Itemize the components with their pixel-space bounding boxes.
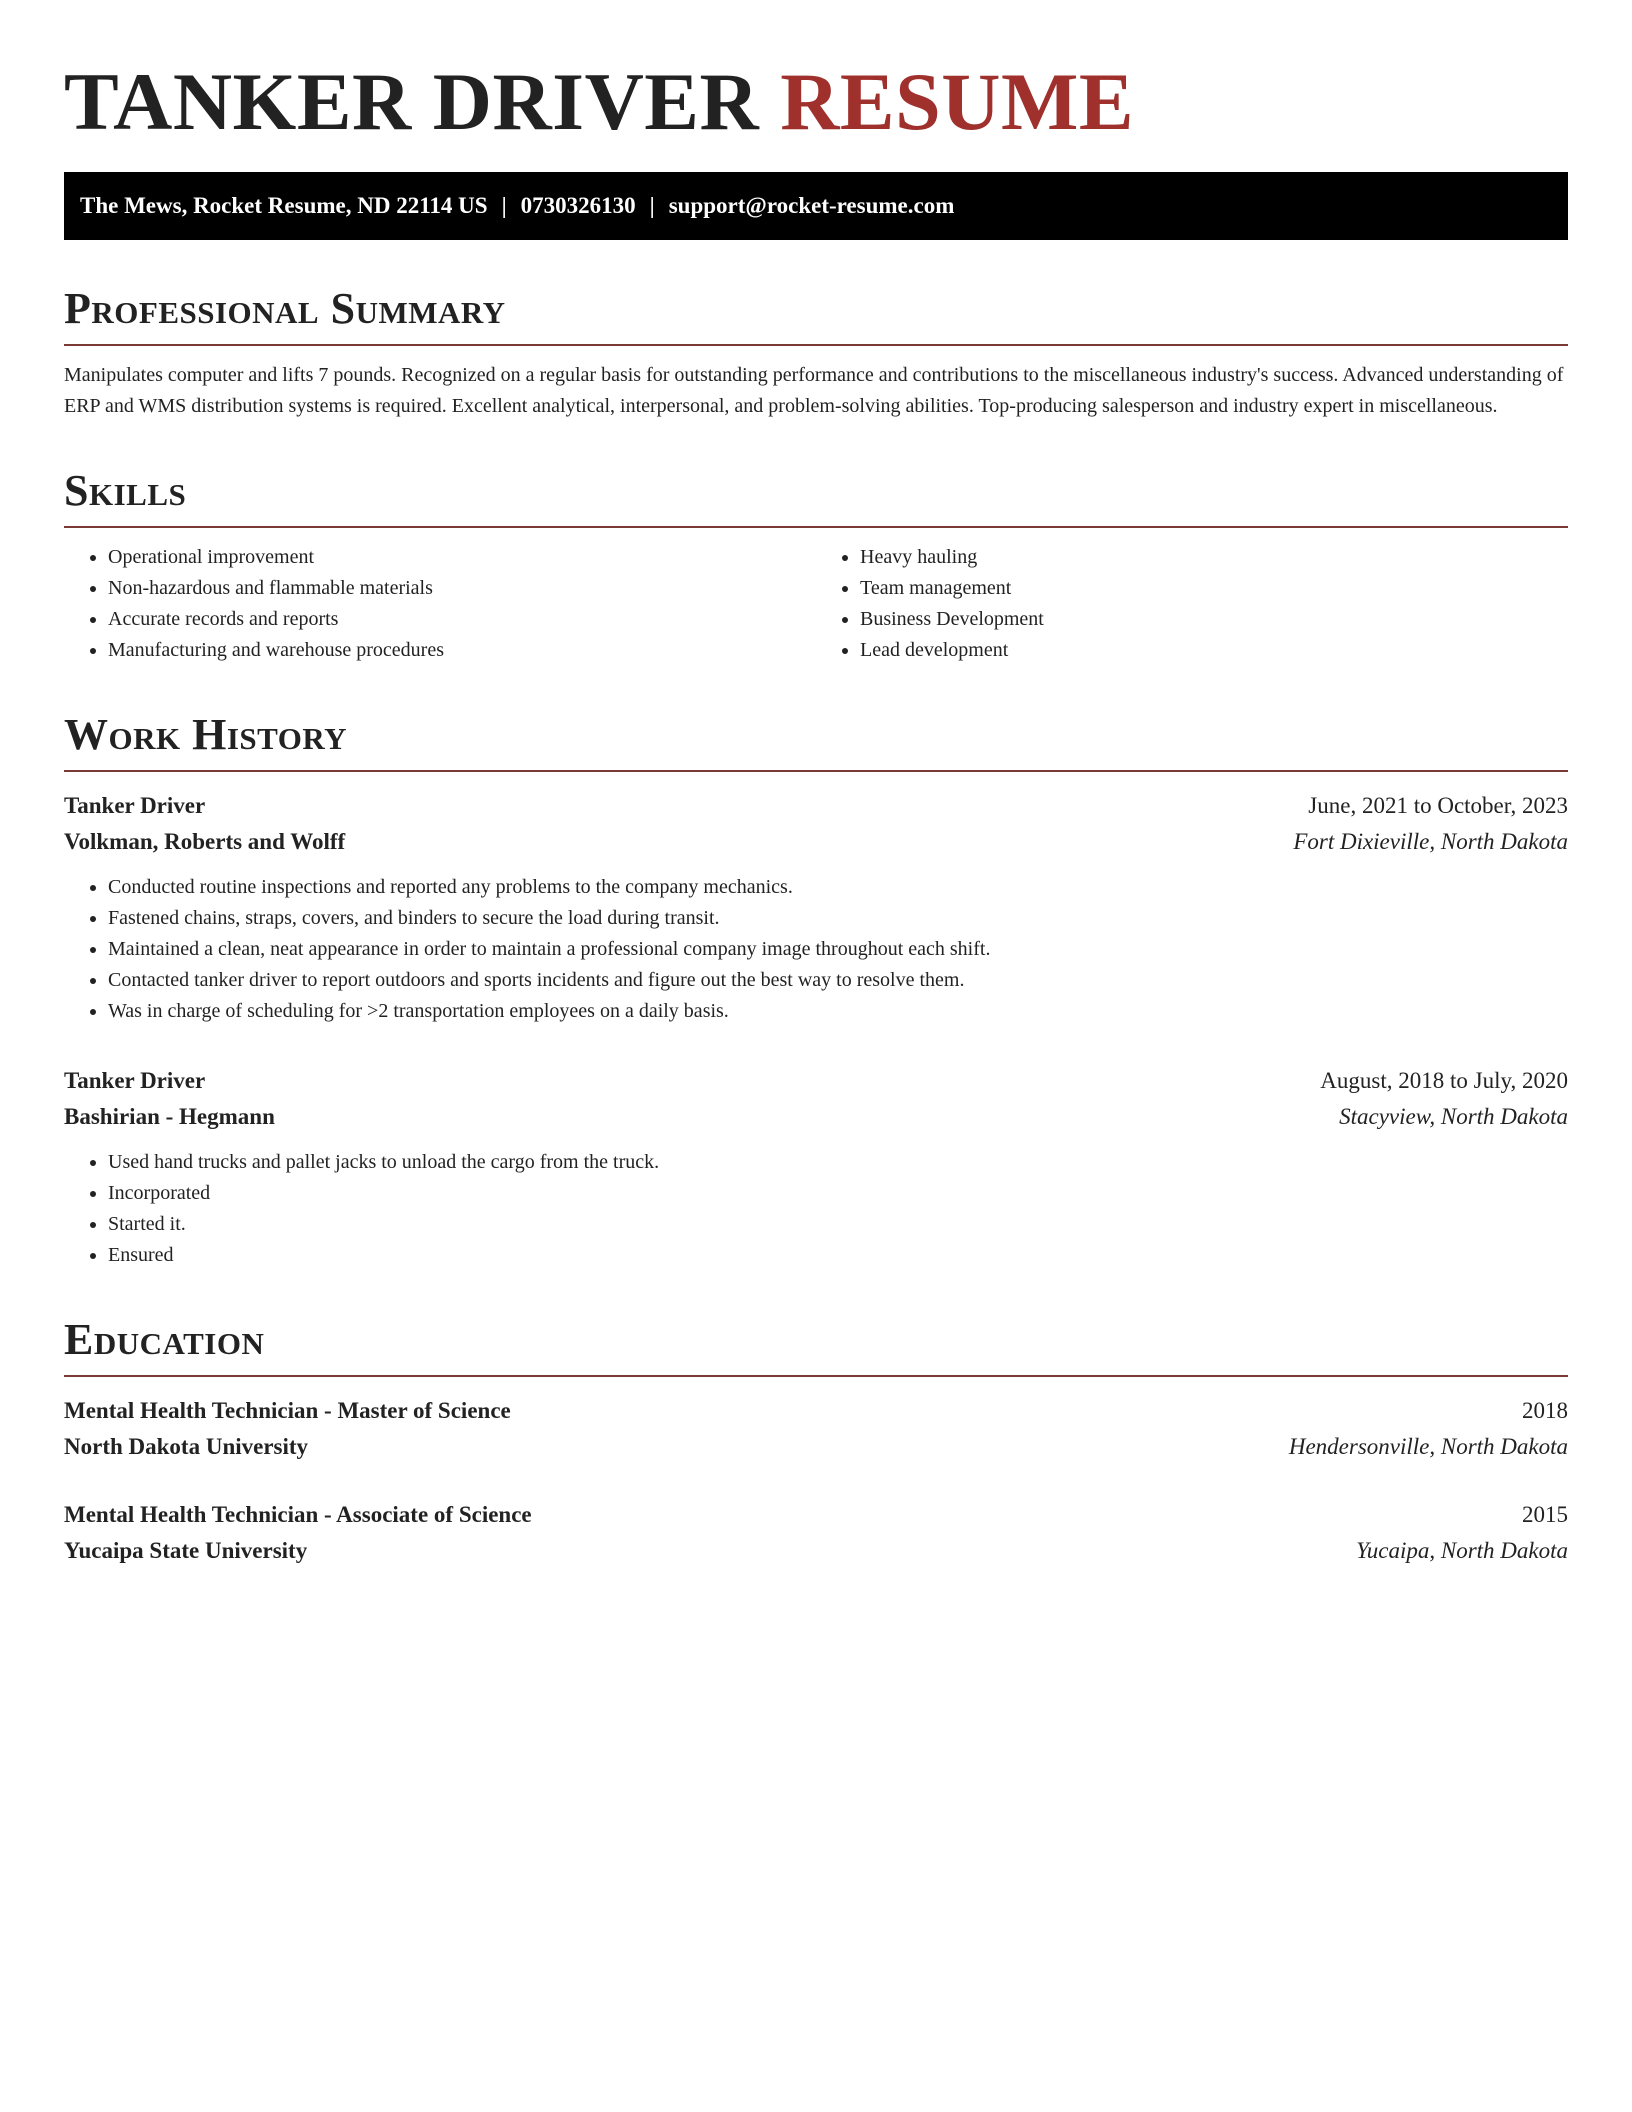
education-school: Yucaipa State University — [64, 1538, 308, 1563]
job-company: Bashirian - Hegmann — [64, 1104, 275, 1129]
contact-separator: | — [501, 193, 507, 218]
job-dates: June, 2021 to October, 2023 — [1308, 793, 1568, 818]
resume-title — [64, 0, 1568, 148]
education-section — [64, 1315, 1568, 1569]
work-history-section — [64, 710, 1568, 1271]
job-entry — [64, 788, 1568, 1027]
skill-item: • Team management — [860, 573, 1568, 604]
skills-heading: Skills — [64, 466, 1568, 528]
job-title-row — [64, 1063, 1568, 1099]
skill-item: • Non-hazardous and flammable materials — [108, 573, 816, 604]
skill-item: • Operational improvement — [108, 542, 816, 573]
job-duties — [64, 1147, 1568, 1271]
skills-columns — [64, 542, 1568, 666]
education-school-row — [64, 1533, 1568, 1569]
job-company-row — [64, 824, 1568, 860]
skill-item: • Heavy hauling — [860, 542, 1568, 573]
contact-address: The Mews, Rocket Resume, ND 22114 US — [80, 193, 488, 218]
education-school: North Dakota University — [64, 1434, 309, 1459]
job-duty: • Maintained a clean, neat appearance in order to maintain a professional company image throughout each shift. — [108, 934, 1568, 965]
skills-section — [64, 466, 1568, 666]
job-duty: • Incorporated — [108, 1178, 1568, 1209]
summary-section — [64, 284, 1568, 422]
education-school-row — [64, 1429, 1568, 1465]
job-duties — [64, 872, 1568, 1027]
education-year: 2018 — [1522, 1398, 1568, 1423]
education-degree-row — [64, 1497, 1568, 1533]
job-title: Tanker Driver — [64, 793, 206, 818]
skill-item: • Accurate records and reports — [108, 604, 816, 635]
job-company: Volkman, Roberts and Wolff — [64, 829, 346, 854]
summary-heading: Professional Summary — [64, 284, 1568, 346]
job-dates: August, 2018 to July, 2020 — [1320, 1068, 1568, 1093]
title-accent: RESUME — [780, 56, 1135, 147]
education-degree-row — [64, 1393, 1568, 1429]
job-duty: • Ensured — [108, 1240, 1568, 1271]
education-heading: Education — [64, 1315, 1568, 1377]
contact-email: support@rocket-resume.com — [668, 193, 955, 218]
education-location: Hendersonville, North Dakota — [1288, 1434, 1568, 1459]
contact-phone: 0730326130 — [520, 193, 636, 218]
summary-text: Manipulates computer and lifts 7 pounds. Recognized on a regular basis for outstanding performance and contributions to the miscellaneous industry's success. Advanced understanding of ERP and WMS distribution systems is required. Excellent analytical, interpersonal, and problem-solving abilities. Top-producing salesperson and industry expert in miscellaneous. — [64, 364, 1564, 417]
job-location: Stacyview, North Dakota — [1339, 1104, 1568, 1129]
job-title-row — [64, 788, 1568, 824]
education-degree: Mental Health Technician - Master of Science — [64, 1398, 511, 1423]
education-entry — [64, 1393, 1568, 1465]
title-main: TANKER DRIVER — [64, 56, 760, 147]
job-duty: • Started it. — [108, 1209, 1568, 1240]
skill-item: • Lead development — [860, 635, 1568, 666]
education-degree: Mental Health Technician - Associate of Science — [64, 1502, 532, 1527]
skills-list-right — [816, 542, 1568, 666]
job-duty: • Conducted routine inspections and reported any problems to the company mechanics. — [108, 872, 1568, 903]
job-duty: • Fastened chains, straps, covers, and binders to secure the load during transit. — [108, 903, 1568, 934]
work-history-heading: Work History — [64, 710, 1568, 772]
job-company-row — [64, 1099, 1568, 1135]
education-entry — [64, 1497, 1568, 1569]
job-duty: • Contacted tanker driver to report outdoors and sports incidents and figure out the best way to resolve them. — [108, 965, 1568, 996]
education-year: 2015 — [1522, 1502, 1568, 1527]
education-location: Yucaipa, North Dakota — [1356, 1538, 1568, 1563]
skills-list-left — [64, 542, 816, 666]
job-entry — [64, 1063, 1568, 1271]
job-location: Fort Dixieville, North Dakota — [1293, 829, 1568, 854]
contact-separator: | — [649, 193, 655, 218]
skill-item: • Manufacturing and warehouse procedures — [108, 635, 816, 666]
job-duty: • Used hand trucks and pallet jacks to unload the cargo from the truck. — [108, 1147, 1568, 1178]
job-title: Tanker Driver — [64, 1068, 206, 1093]
job-duty: • Was in charge of scheduling for >2 transportation employees on a daily basis. — [108, 996, 1568, 1027]
skill-item: • Business Development — [860, 604, 1568, 635]
contact-bar — [64, 172, 1568, 240]
